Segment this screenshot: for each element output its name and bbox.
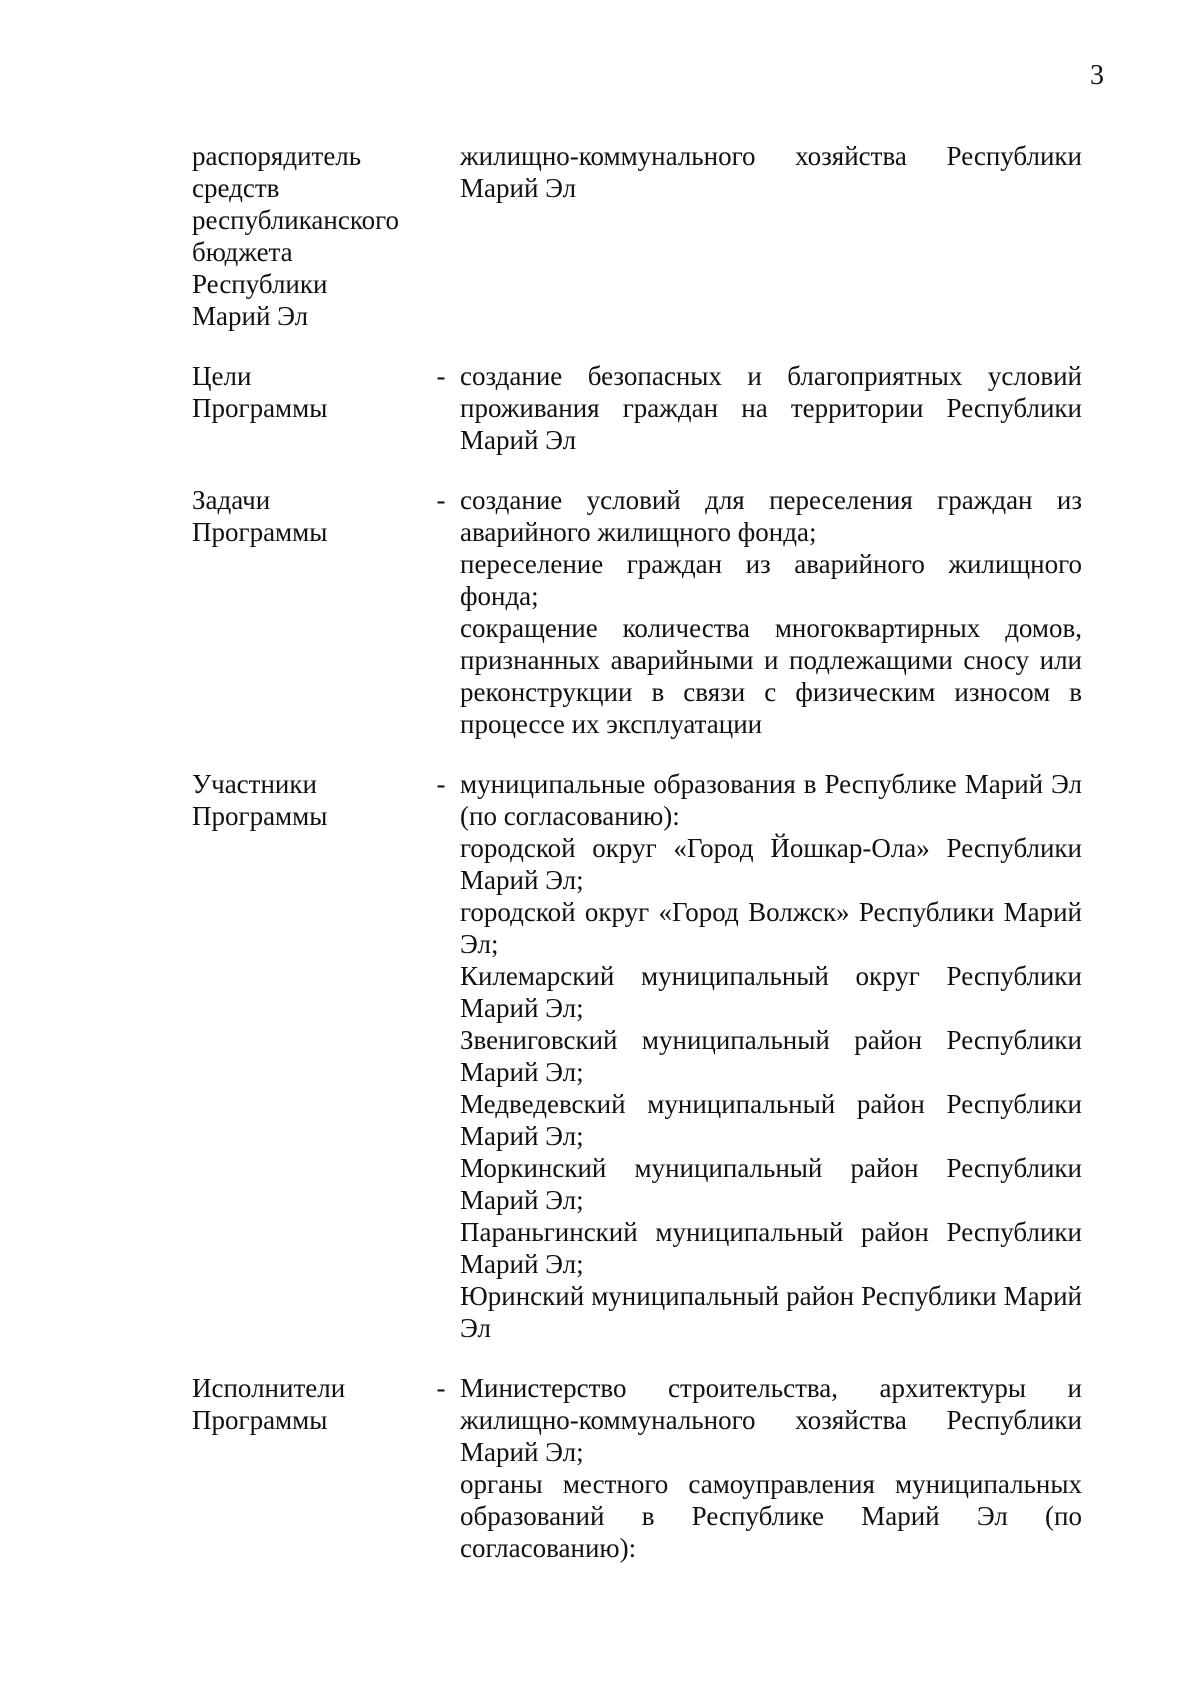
page-number: 3 (1090, 60, 1104, 91)
row-participants (192, 768, 1082, 1344)
row-budget-administrator (192, 140, 1082, 332)
row-label: Задачи Программы (192, 485, 328, 547)
row-label: Цели Программы (192, 361, 328, 423)
row-value: создание безопасных и благоприятных условий проживания граждан на территории Республики Марий Эл (460, 361, 1082, 455)
row-value: муниципальные образования в Республике Марий Эл (по согласованию): городской округ «Город Йошкар-Ола» Республики Марий Эл; городской округ «Город Волжск» Республики Марий Эл; Килемарский муниципальный округ Республики Марий Эл; Звениговский муниципальный район Республики Марий Эл; Медведевский муниципальный район Республики Марий Эл; Моркинский муниципальный район Республики Марий Эл; Параньгинский муниципальный район Республики Марий Эл; Юринский муниципальный район Республики Марий Эл (460, 769, 1082, 1343)
row-value: Министерство строительства, архитектуры и жилищно-коммунального хозяйства Республики Марий Эл; органы местного самоуправления муниципальных образований в Республике Марий Эл (по согласованию): (460, 1373, 1082, 1563)
row-tasks (192, 484, 1082, 740)
program-passport-table (192, 140, 1082, 1592)
row-value: жилищно-коммунального хозяйства Республики Марий Эл (460, 141, 1082, 203)
row-dash: - (436, 1373, 446, 1403)
row-dash (422, 140, 460, 332)
row-label: Участники Программы (192, 769, 328, 831)
row-dash: - (436, 361, 446, 391)
row-dash: - (436, 769, 446, 799)
row-label: распорядитель средств республиканского бюджета Республики Марий Эл (192, 141, 399, 331)
row-dash: - (436, 485, 446, 515)
row-value: создание условий для переселения граждан из аварийного жилищного фонда; переселение граждан из аварийного жилищного фонда; сокращение количества многоквартирных домов, признанных аварийными и подлежащими сносу или реконструкции в связи с физическим износом в процессе их эксплуатации (460, 485, 1082, 739)
row-label: Исполнители Программы (192, 1373, 346, 1435)
row-executors (192, 1372, 1082, 1564)
row-goals (192, 360, 1082, 456)
